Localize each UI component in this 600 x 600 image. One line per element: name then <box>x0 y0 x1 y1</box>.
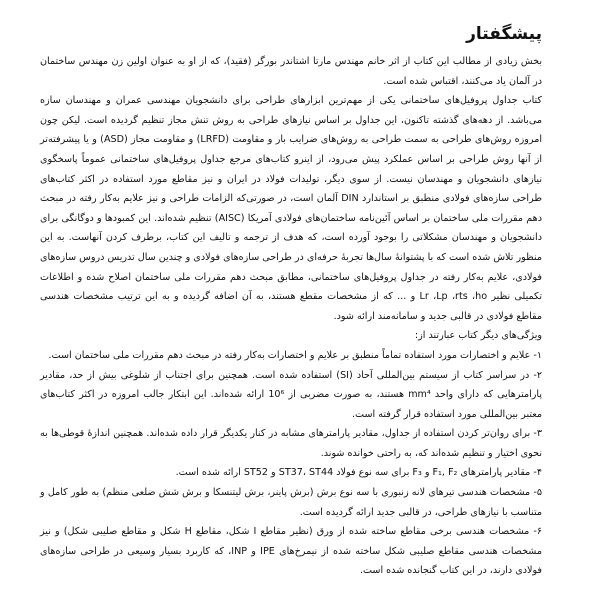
page-title: پیشگفتار <box>466 24 542 44</box>
document-page <box>40 18 542 590</box>
list-item: ۶- مشخصات هندسی برخی مقاطع ساخته شده از ورق (نظیر مقاطع I شکل، مقاطع H شکل و مقاطع صلیبی شکل) و نیز مشخصات هندسی مقاطع صلیبی شکل ساخته شده از نیمرخ‌های IPE و INP، که کاربرد بسیار وسیعی در طراحی سازه‌های فولادی دارند، در این کتاب گنجانده شده است. <box>40 526 542 577</box>
body-paragraph: کتاب جداول پروفیل‌های ساختمانی یکی از مهم‌ترین ابزارهای طراحی برای دانشجویان مهندسی عمران و مهندسان سازه می‌باشد. از دهه‌های گذشته تاکنون، این جداول بر اساس نیازهای طراحی به روش تنش مجاز تنظیم گردیده است. لیکن چون امروزه روش‌های طراحی به سمت طراحی به روش‌های ضرایب بار و مقاومت (LRFD) و مقاومت مجاز (ASD) و یا پیشرفته‌تر از آنها روش طراحی بر اساس عملکرد پیش می‌رود، از اینرو کتاب‌های مرجع جداول پروفیل‌های ساختمانی عموماً پاسخگوی نیازهای دانشجویان و مهندسان نیست. از سوی دیگر، تولیدات فولاد در ایران و نیز مقاطع مورد استفاده در اکثر کتاب‌های طراحی سازه‌های فولادی منطبق بر استاندارد DIN آلمان است، در صورتی‌که الزامات طراحی و نیز علایم به‌کار رفته در مبحث دهم مقررات ملی ساختمان بر اساس آئین‌نامه ساختمان‌های فولادی آمریکا (AISC) تنظیم شده‌اند. این کمبودها و دوگانگی برای دانشجویان و مهندسان مشکلاتی را بوجود آورده است، که هدف از ترجمه و تالیف این کتاب، برطرف کردن آنهاست. به این منظور تلاش شده است که با پشتوانۀ سال‌ها تجربۀ حرفه‌ای در طراحی سازه‌های فولادی و چندین سال تدریس دروس سازه‌های فولادی، علایم به‌کار رفته در جداول پروفیل‌های ساختمانی، مطابق مبحث دهم مقررات ملی ساختمان اصلاح شده و اطلاعات تکمیلی نظیر Lr ،Lp ،rts ،ho و ... که از مشخصات مقطع هستند، به آن اضافه گردیده و به این ترتیب مشخصات هندسی مقاطع فولادی در قالبی جدید و سامانه‌مند ارائه شود. <box>40 95 543 322</box>
list-item: ۵- مشخصات هندسی تیرهای لانه زنبوری با سه نوع برش (برش پاینر، برش لیتنسکا و برش شش ضلعی منظم) به طور کامل و متناسب با نیازهای طراحی، در قالبی جدید ارائه گردیده است. <box>40 487 542 518</box>
list-item: ۲- در سراسر کتاب از سیستم بین‌المللی آحاد (SI) استفاده شده است. همچنین برای اجتناب از شلوغی بیش از حد، مقادیر پارامترهایی که دارای واحد mm⁴ هستند، به صورت مضربی از 10⁶ ارائه شده‌اند. این ابتکار جالب امروزه در اکثر کتاب‌های معتبر بین‌المللی مورد استفاده قرار گرفته است. <box>40 369 543 420</box>
list-item: ۴- مقادیر پارامترهای F₁, F₂ و F₃ برای سه نوع فولاد ST37، ST44 و ST52 ارائه شده است. <box>175 467 542 479</box>
list-item: ۳- برای روان‌تر کردن استفاده از جداول، مقادیر پارامترهای مشابه در کنار یکدیگر قرار داده شده‌اند. همچنین اندازۀ قوطی‌ها به نحوی اختیار و تنظیم شده‌اند که، به راحتی خوانده شوند. <box>40 428 542 459</box>
features-list <box>40 346 542 581</box>
list-item: ۱- علایم و اختصارات مورد استفاده تماماً منطبق بر علایم و اختصارات به‌کار رفته در مبحث دهم مقررات ملی ساختمان است. <box>48 349 542 361</box>
intro-paragraph: بخش زیادی از مطالب این کتاب از اثر خانم مهندس مارتا اشتاندر بورگر (فقید)، که از او به عنوان اولین زن مهندس ساختمان در آلمان یاد می‌کنند، اقتباس شده است. <box>40 56 542 87</box>
features-intro: ویژگی‌های دیگر کتاب عبارتند از: <box>414 330 542 342</box>
